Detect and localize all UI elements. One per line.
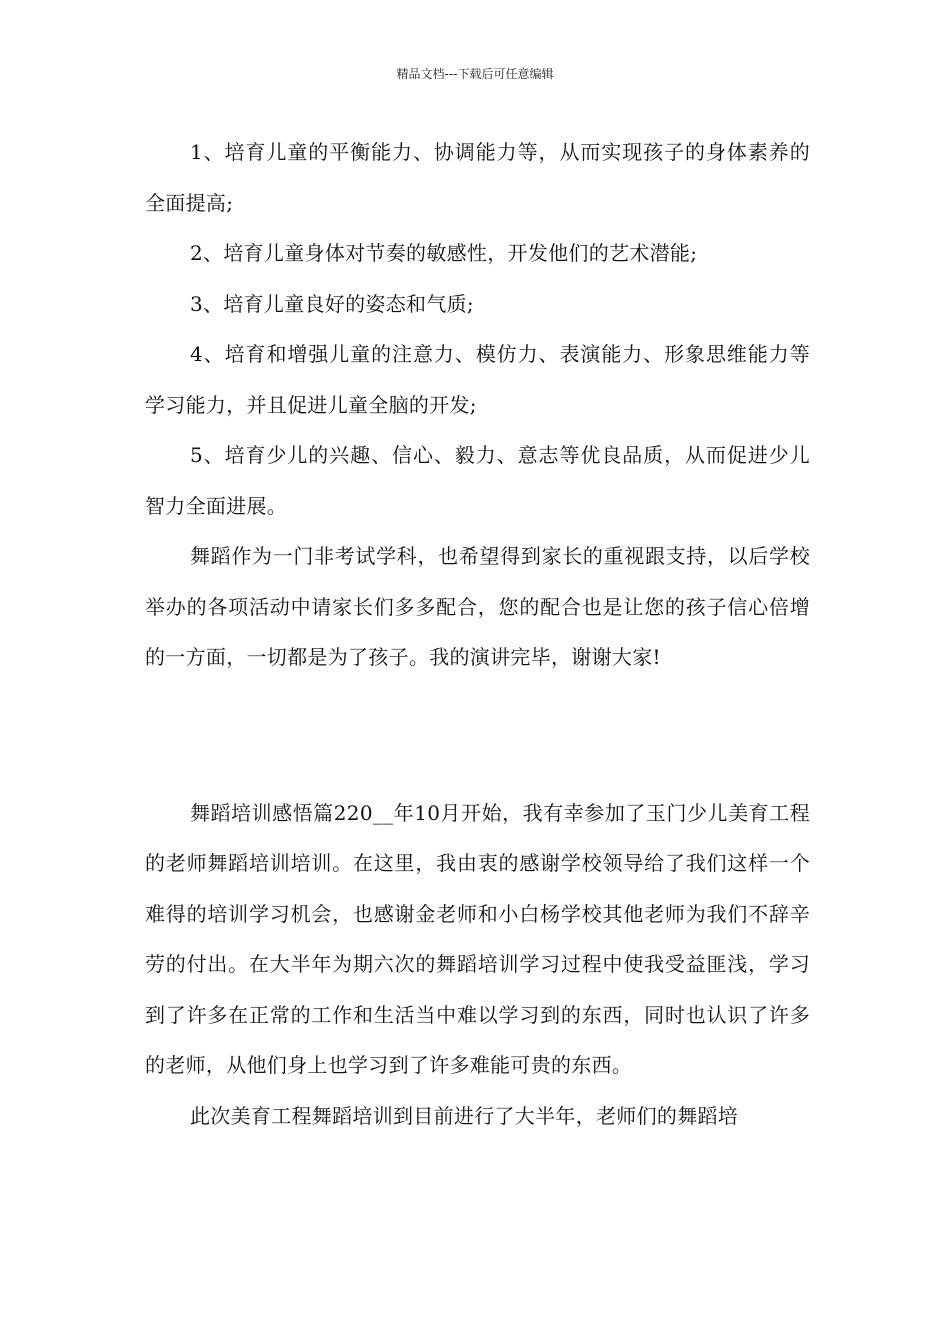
section-gap: [145, 683, 810, 788]
list-item: 1、培育儿童的平衡能力、协调能力等，从而实现孩子的身体素养的全面提高;: [145, 140, 810, 215]
list-item: 2、培育儿童身体对节奏的敏感性，开发他们的艺术潜能;: [190, 241, 698, 265]
closing-paragraph: 舞蹈作为一门非考试学科，也希望得到家长的重视跟支持，以后学校举办的各项活动中请家长们多多配合，您的配合也是让您的孩子信心倍增的一方面，一切都是为了孩子。我的演讲完毕，谢谢大家!: [145, 544, 810, 669]
list-item: 4、培育和增强儿童的注意力、模仿力、表演能力、形象思维能力等学习能力，并且促进儿童全脑的开发;: [145, 342, 810, 417]
article-paragraph: 此次美育工程舞蹈培训到目前进行了大半年，老师们的舞蹈培: [190, 1103, 739, 1128]
article-paragraph: 舞蹈培训感悟篇220__年10月开始，我有幸参加了玉门少儿美育工程的老师舞蹈培训培训。在这里，我由衷的感谢学校领导给了我们这样一个难得的培训学习机会，也感谢金老师和小白杨学校其他老师为我们不辞辛劳的付出。在大半年为期六次的舞蹈培训学习过程中使我受益匪浅，学习到了许多在正常的工作和生活当中难以学习到的东西，同时也认识了许多的老师，从他们身上也学习到了许多难能可贵的东西。: [145, 800, 810, 1077]
page-header: 精品文档---下载后可任意编辑: [396, 67, 554, 81]
list-item: 5、培育少儿的兴趣、信心、毅力、意志等优良品质，从而促进少儿智力全面进展。: [145, 443, 810, 518]
list-item: 3、培育儿童良好的姿态和气质;: [190, 291, 474, 316]
document-body: [145, 127, 810, 1141]
